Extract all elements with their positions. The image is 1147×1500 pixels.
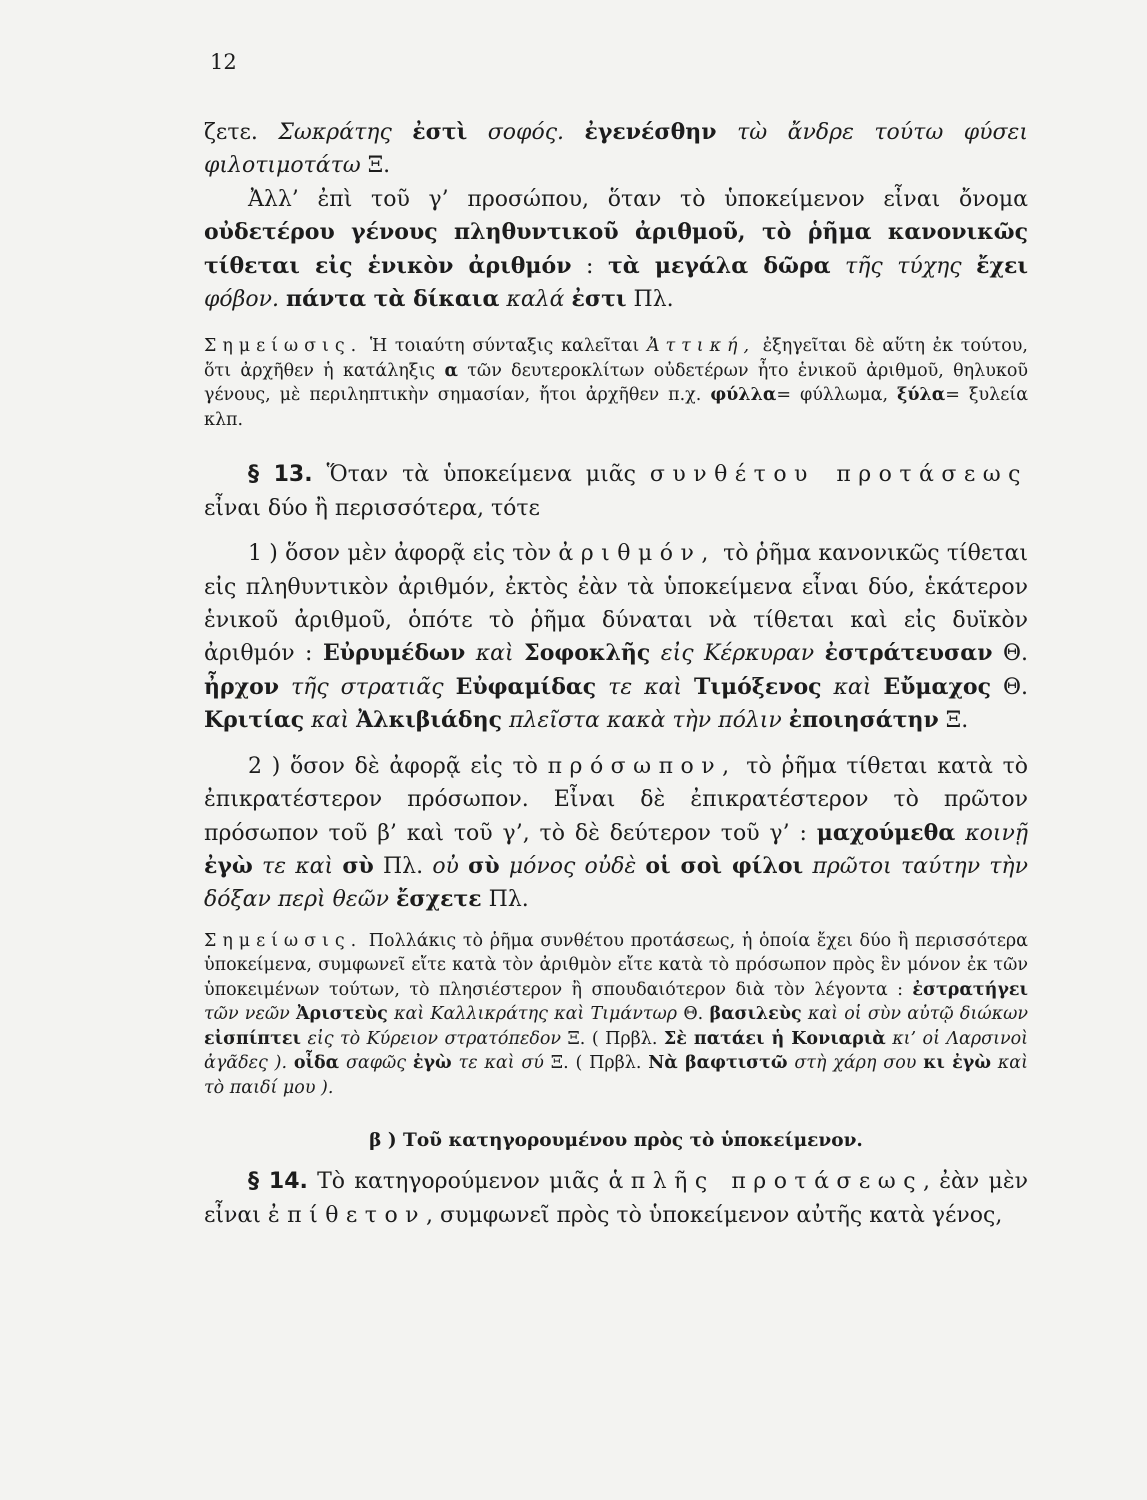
text-run: Σωκράτης	[278, 120, 392, 145]
text-run: :	[571, 253, 608, 279]
text-run: πλεῖστα κακὰ τὴν πόλιν	[508, 708, 782, 734]
text-run: = ξυλεία κλπ.	[204, 385, 1029, 430]
paragraph-examples-intro	[204, 116, 1028, 183]
text-run: καὶ	[833, 674, 872, 700]
text-run: Ὅταν τὰ ὑποκείμενα μιᾶς	[312, 462, 650, 488]
paragraph-rule-person	[204, 750, 1028, 917]
note-attic-syntax	[204, 334, 1028, 432]
text-run: σὺ	[342, 852, 374, 879]
text-run: τὼ ἄνδρε τούτω φύσει φιλοτιμοτάτω	[204, 120, 1028, 179]
text-run: Πλ.	[481, 887, 529, 913]
text-run: εἰς τὸ Κύρειον στρατόπεδον	[307, 1028, 562, 1049]
note-label: Σημείωσις.	[204, 930, 363, 951]
page-number: 12	[210, 50, 237, 74]
text-run: τε καὶ σύ	[458, 1053, 544, 1074]
text-run	[596, 675, 608, 700]
text-run: ἀριθμόν,	[558, 541, 716, 567]
text-run: Κριτίας	[204, 707, 305, 734]
text-run: ἐστι	[571, 286, 627, 313]
text-run: ἐστράτευσαν	[824, 640, 993, 667]
text-run	[467, 120, 487, 145]
text-run: Σοφοκλῆς	[524, 640, 651, 667]
section-number: § 13.	[248, 462, 313, 488]
text-run: Ἀλκιβιάδης	[356, 707, 502, 734]
text-run: πρῶτοι ταύτην τὴν δόξαν περὶ θεῶν	[204, 853, 1028, 913]
text-run: Ἀριστεὺς	[295, 1004, 388, 1025]
text-run: σαφῶς	[345, 1053, 407, 1074]
text-run: πάντα τὰ δίκαια	[285, 286, 500, 313]
text-run: Τιμόξενος	[694, 673, 822, 700]
text-run: καὶ οἱ σὺν αὐτῷ διώκων	[807, 1004, 1028, 1025]
text-run: τῶν νεῶν	[204, 1004, 290, 1025]
text-run	[955, 821, 965, 846]
text-run: ἐστὶ	[412, 119, 468, 145]
text-run: οὐ	[432, 853, 459, 879]
paragraph-section-13	[204, 458, 1028, 525]
text-run	[564, 120, 584, 145]
text-run: καὶ τὸ παιδί μου ).	[204, 1053, 1028, 1098]
text-run: Θ.	[992, 641, 1028, 667]
text-run: Πολλάκις τὸ ῥῆμα συνθέτου προτάσεως, ἡ ὁποία ἔχει δύο ἢ περισσότερα ὑποκείμενα, συμφωνεῖ εἴτε κατὰ τὸν ἀριθμὸν εἴτε κατὰ τὸ πρόσωπον πρὸς ἓν μόνον ἐκ τῶν ὑποκειμένων τούτων, τὸ πλησιέστερον ἢ σπουδαιότερον διὰ τὸν λέγοντα :	[204, 930, 1028, 1000]
text-run: συνθέτου προτάσεως	[649, 462, 1028, 488]
text-run	[279, 675, 291, 700]
text-run: Πλ.	[373, 853, 433, 879]
text-run: Ξ.	[360, 153, 391, 179]
page-body	[204, 116, 1028, 1232]
text-run	[406, 1053, 413, 1073]
text-run	[871, 675, 883, 700]
section-number: § 14.	[248, 1169, 308, 1195]
subsection-heading: β ) Τοῦ κατηγορουμένου πρὸς τὸ ὑποκείμενον.	[369, 1130, 863, 1152]
text-run: , συμφωνεῖ πρὸς τὸ ὑποκείμενον αὐτῆς κατὰ γένος,	[426, 1202, 1003, 1228]
text-run: 2 ) ὅσον δὲ ἀφορᾷ εἰς τὸ	[248, 753, 548, 779]
text-run: Ξ.	[938, 708, 969, 734]
text-run: πρόσωπον,	[547, 753, 737, 779]
text-run: καὶ Καλλικράτης καὶ Τιμάντωρ	[394, 1004, 678, 1025]
text-run: Νὰ βαφτιστῶ	[648, 1053, 788, 1074]
text-run: τὸ ῥῆμα τίθεται κατὰ τὸ ἐπικρατέστερον πρόσωπον. Εἶναι δὲ ἐπικρατέστερον τὸ πρῶτον πρόσωπον τοῦ β’ καὶ τοῦ γ’, τὸ δὲ δεύτερον τοῦ γ’ :	[204, 753, 1028, 846]
text-run: κοινῇ	[965, 820, 1028, 846]
text-run	[822, 675, 834, 700]
text-run: α	[444, 360, 458, 381]
text-run: ἐξηγεῖται δὲ αὕτη ἐκ τούτου, ὅτι ἀρχῆθεν ἡ κατάληξις	[204, 336, 1028, 381]
note-agreement-nearest	[204, 929, 1028, 1101]
text-run	[814, 641, 824, 666]
text-run	[803, 854, 812, 879]
text-run: βασιλεὺς	[709, 1004, 802, 1025]
text-run: τὸ ῥῆμα κανονικῶς τίθεται εἰς πληθυντικὸν ἀριθμόν, ἐκτὸς ἐὰν τὰ ὑποκείμενα εἶναι δύο, ἑκάτερον ἑνικοῦ ἀριθμοῦ, ὁπότε τὸ ῥῆμα δύναται νὰ τίθεται καὶ εἰς δυϊκὸν ἀριθμόν :	[204, 541, 1028, 667]
text-run: σοφός.	[487, 120, 565, 145]
text-run: τε καὶ	[262, 853, 334, 879]
text-run: τῆς στρατιᾶς	[291, 674, 444, 700]
text-run	[279, 287, 286, 312]
text-run	[253, 854, 262, 879]
text-run	[459, 854, 468, 879]
text-run: τε καὶ	[608, 674, 683, 700]
text-run	[339, 1053, 346, 1073]
text-run	[650, 641, 660, 666]
text-run: Εὐρυμέδων	[322, 640, 466, 667]
text-run: κι ἐγὼ	[923, 1053, 991, 1074]
text-run: = φύλλωμα,	[776, 385, 898, 406]
text-run	[514, 641, 524, 666]
text-run	[500, 854, 509, 879]
text-run	[991, 1053, 998, 1073]
text-run	[502, 708, 509, 733]
text-run: ἐπίθετον	[267, 1202, 427, 1228]
text-run: ἦρχον	[204, 673, 280, 700]
text-run: μαχούμεθα	[816, 819, 956, 846]
text-run	[333, 854, 342, 879]
text-run: οἱ σοὶ φίλοι	[645, 852, 804, 879]
text-run: καὶ	[311, 708, 350, 734]
text-run: ἔχει	[976, 252, 1029, 279]
text-run: φόβον.	[204, 287, 279, 313]
text-run	[389, 887, 396, 912]
note-label: Σημείωσις.	[204, 336, 363, 357]
paragraph-section-14	[204, 1165, 1028, 1232]
text-run	[831, 254, 846, 279]
text-run	[287, 1053, 294, 1073]
text-run: εἰσπίπτει	[204, 1028, 301, 1049]
text-run: εἰς Κέρκυραν	[660, 641, 815, 667]
text-run: ζετε.	[204, 120, 279, 145]
text-run	[962, 254, 977, 279]
text-run: εἶναι δύο ἢ περισσότερα, τότε	[204, 495, 540, 521]
text-run: κι’ οἱ Λαρσινοὶ ἀγᾶδες ).	[204, 1028, 1028, 1074]
text-run: φύλλα	[710, 385, 777, 406]
text-run: καλά	[506, 287, 565, 313]
text-run: , ἐὰν μὲν εἶναι	[204, 1169, 1029, 1228]
paragraph-neuter-plural	[204, 183, 1028, 317]
paragraph-rule-number	[204, 537, 1028, 737]
text-run	[452, 1053, 459, 1073]
text-run: Σὲ πατάει ἡ Κονιαριὰ	[663, 1028, 886, 1049]
text-run: στὴ χάρη σου	[794, 1053, 917, 1074]
text-run: τὰ μεγάλα δῶρα	[607, 252, 831, 279]
text-run: ξύλα	[897, 385, 946, 406]
text-run: Ἡ τοιαύτη σύνταξις καλεῖται	[362, 336, 647, 357]
text-run: οὐδετέρου γένους πληθυντικοῦ ἀριθμοῦ, τὸ ῥῆμα κανονικῶς τίθεται εἰς ἑνικὸν ἀριθμόν	[204, 219, 1028, 279]
text-run: σὺ	[468, 852, 500, 879]
text-run: Εὐφαμίδας	[455, 673, 597, 700]
text-run: Εὔμαχος	[883, 673, 991, 700]
text-run: ἐποιησάτην	[788, 707, 939, 734]
text-run	[444, 675, 456, 700]
text-run: ἐγὼ	[412, 1053, 452, 1074]
text-run: ἐγὼ	[204, 852, 253, 879]
text-run: Θ.	[677, 1004, 710, 1025]
text-run: 1 ) ὅσον μὲν ἀφορᾷ εἰς τὸν	[248, 541, 559, 567]
text-run: Ἀλλ’ ἐπὶ τοῦ γ’ προσώπου, ὅταν τὸ ὑποκείμενον εἶναι ὄνομα	[248, 186, 1028, 212]
text-run: Θ.	[991, 674, 1028, 700]
text-run: ἐγενέσθην	[584, 119, 717, 145]
text-run: μόνος οὐδὲ	[508, 853, 637, 879]
text-run: ἔσχετε	[396, 886, 482, 913]
text-run: καὶ	[475, 641, 514, 667]
text-run: τῶν δευτεροκλίτων οὐδετέρων ἦτο ἑνικοῦ ἀριθμοῦ, θηλυκοῦ γένους, μὲ περιληπτικὴν σημασίαν, ἤτοι ἀρχῆθεν π.χ.	[204, 360, 1028, 406]
text-run	[392, 120, 412, 145]
text-run: Ξ. ( Πρβλ.	[561, 1028, 664, 1049]
text-run	[465, 641, 475, 666]
text-run	[636, 854, 645, 879]
text-run	[682, 675, 694, 700]
text-run	[782, 708, 789, 733]
text-run: ἁπλῆς προτάσεως	[608, 1169, 924, 1195]
text-run	[717, 120, 737, 145]
text-run: Ἀττική,	[646, 336, 755, 357]
text-run: Ξ. ( Πρβλ.	[543, 1053, 649, 1074]
text-run: οἶδα	[293, 1053, 340, 1074]
text-run: τῆς τύχης	[845, 253, 962, 279]
text-run: ἐστρατήγει	[912, 979, 1028, 1000]
text-run: Πλ.	[626, 287, 674, 313]
text-run: Τὸ κατηγορούμενον μιᾶς	[307, 1169, 609, 1195]
